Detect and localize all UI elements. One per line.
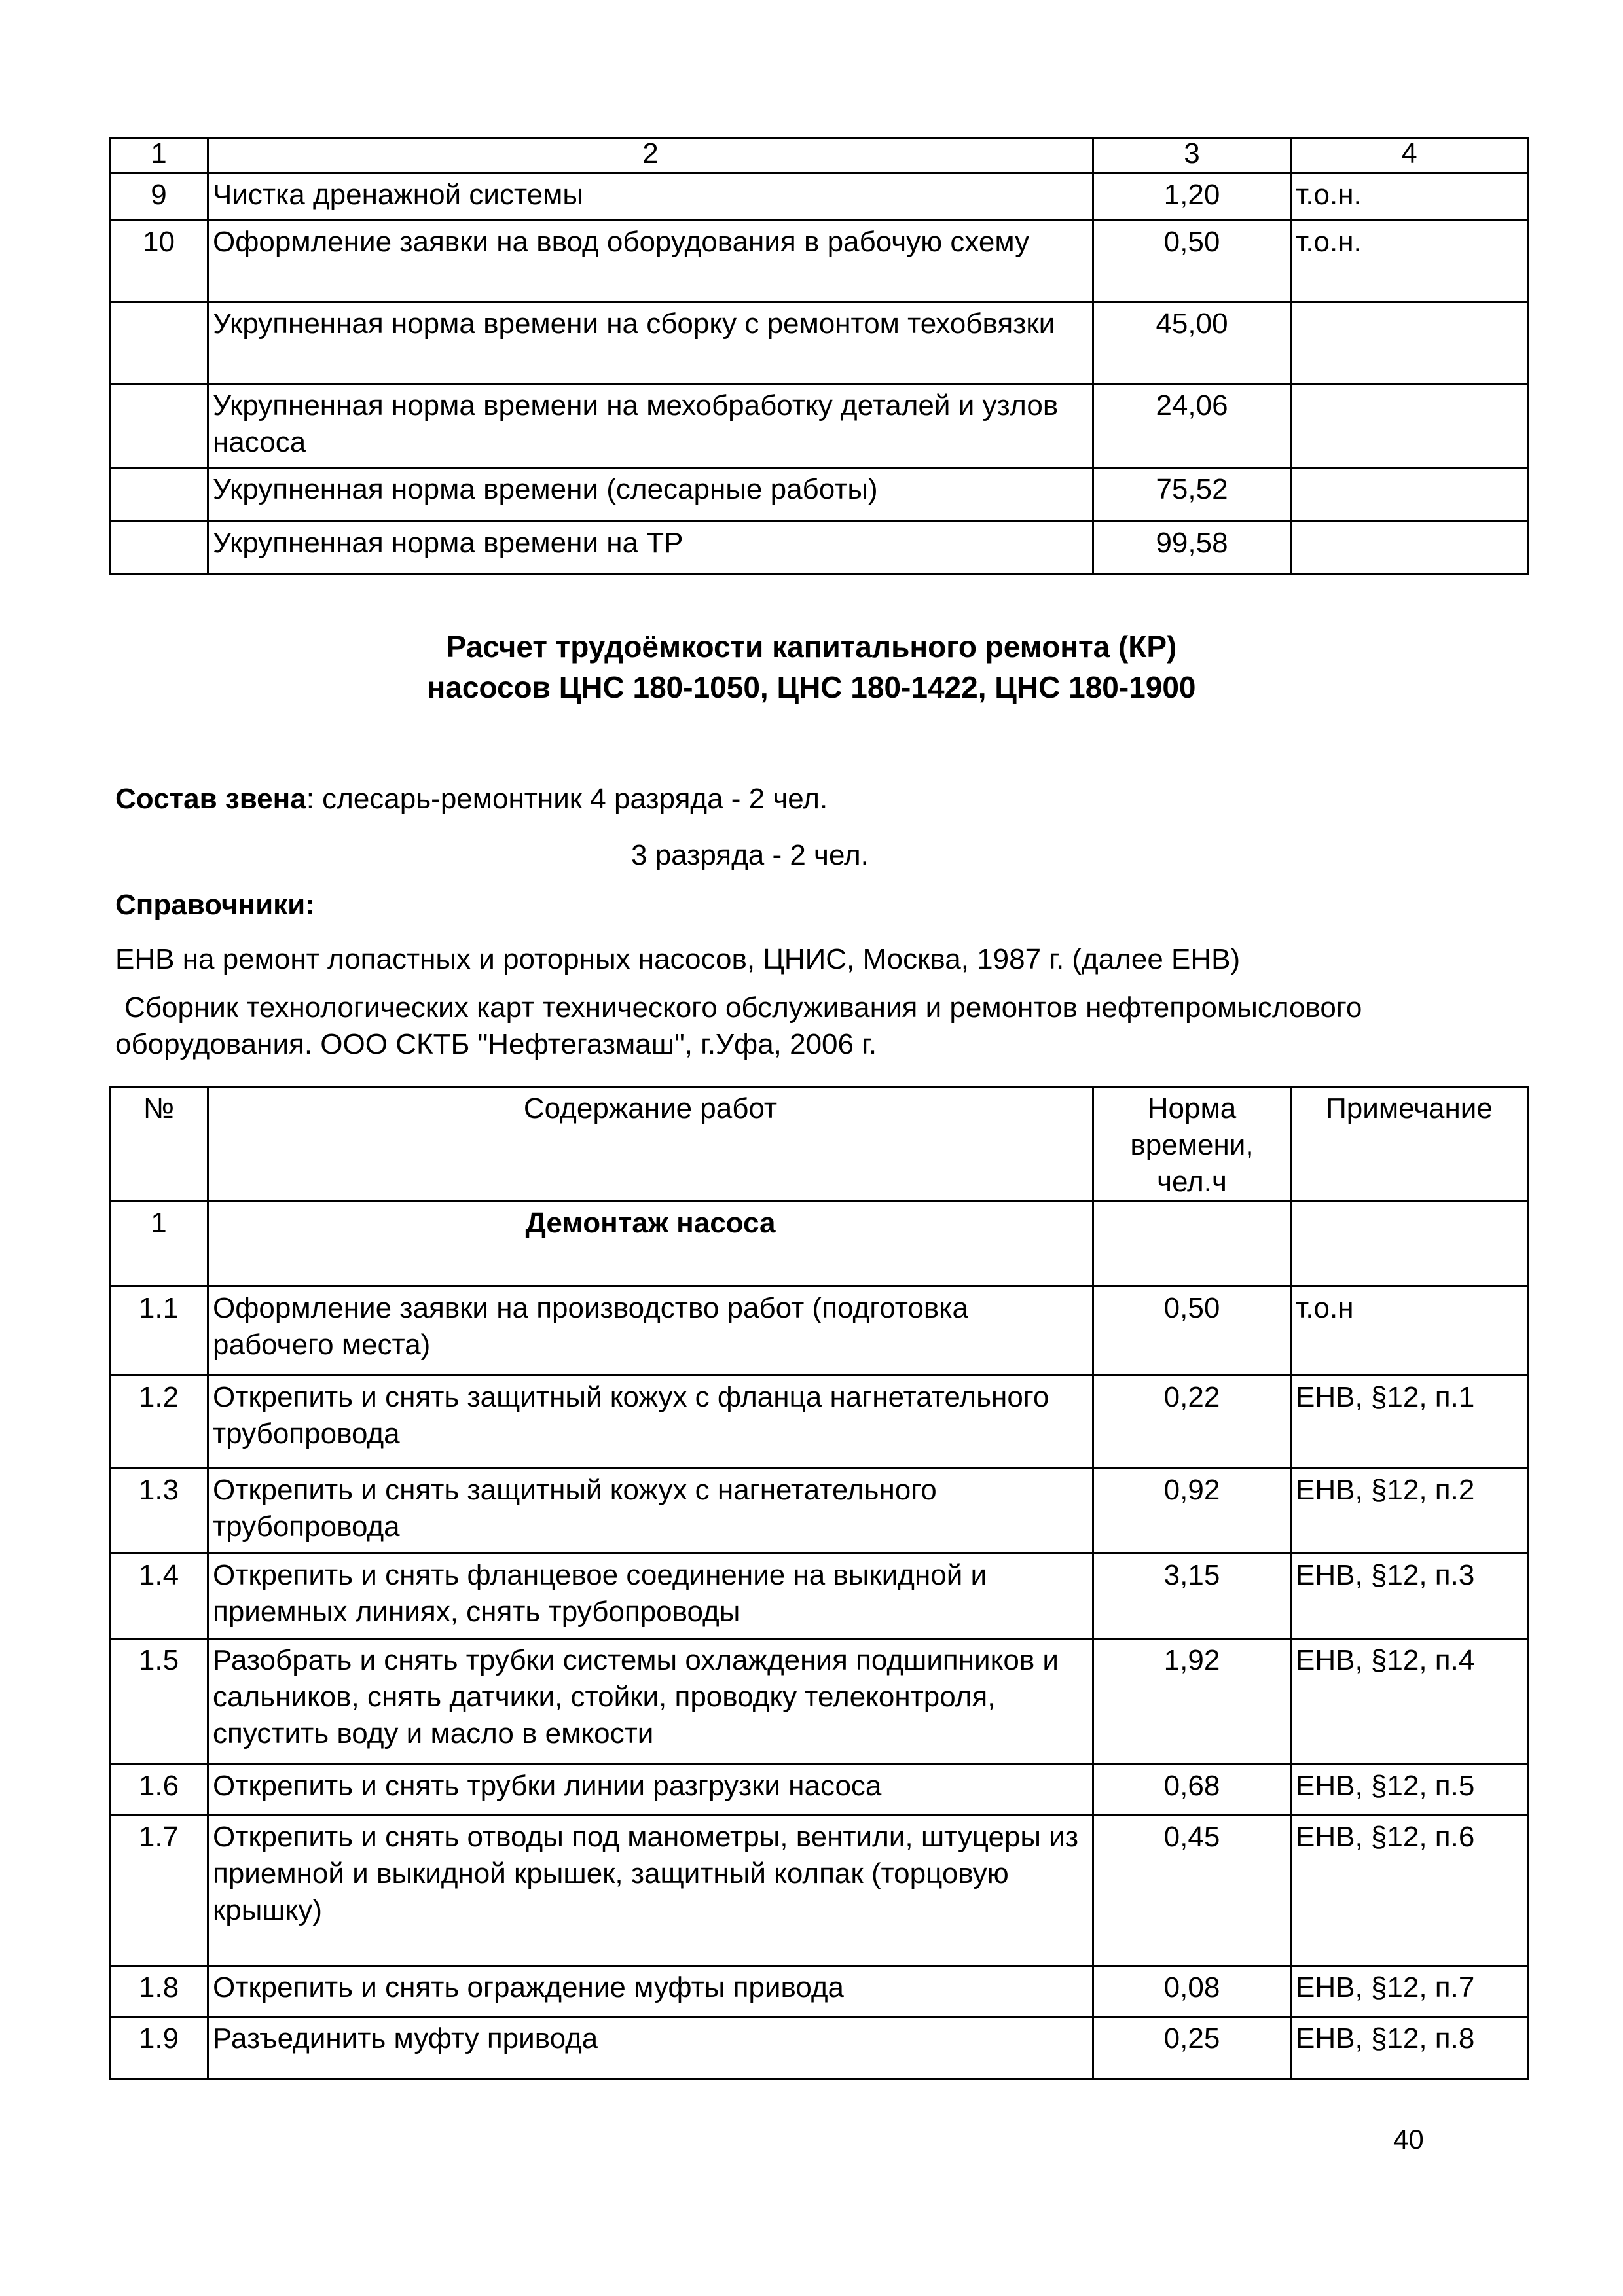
row-note: ЕНВ, §12, п.8 [1291, 2017, 1528, 2079]
row-note: ЕНВ, §12, п.6 [1291, 1816, 1528, 1966]
crew-label: Состав звена [115, 783, 306, 815]
row-text: Открепить и снять защитный кожух с нагнетательного трубопровода [208, 1469, 1093, 1554]
row-text: Оформление заявки на производство работ (подготовка рабочего места) [208, 1287, 1093, 1376]
row-norm: 0,50 [1093, 221, 1291, 302]
crew-line [115, 781, 828, 817]
header-note: Примечание [1291, 1087, 1528, 1202]
empty-cell [1093, 1202, 1291, 1287]
row-norm: 1,92 [1093, 1639, 1291, 1765]
row-norm: 0,45 [1093, 1816, 1291, 1966]
row-note: ЕНВ, §12, п.1 [1291, 1376, 1528, 1469]
row-note: ЕНВ, §12, п.7 [1291, 1966, 1528, 2017]
table-row [110, 1469, 1528, 1554]
header-norm: Норма времени, чел.ч [1093, 1087, 1291, 1202]
section-row [110, 1202, 1528, 1287]
row-num: 1.7 [110, 1816, 208, 1966]
table-row [110, 1639, 1528, 1765]
table-row [110, 2017, 1528, 2079]
table-row [110, 1376, 1528, 1469]
table-row [110, 302, 1528, 384]
row-text: Открепить и снять отводы под манометры, вентили, штуцеры из приемной и выкидной крышек, защитный колпак (торцовую крышку) [208, 1816, 1093, 1966]
row-num: 10 [110, 221, 208, 302]
empty-cell [1291, 1202, 1528, 1287]
row-norm: 0,68 [1093, 1765, 1291, 1816]
table-row [110, 468, 1528, 522]
table-row [110, 522, 1528, 574]
row-num: 1.6 [110, 1765, 208, 1816]
row-note: ЕНВ, §12, п.3 [1291, 1554, 1528, 1639]
row-text: Открепить и снять ограждение муфты привода [208, 1966, 1093, 2017]
row-norm: 3,15 [1093, 1554, 1291, 1639]
row-norm: 45,00 [1093, 302, 1291, 384]
row-note: т.о.н. [1291, 221, 1528, 302]
row-num [110, 522, 208, 574]
row-norm: 0,92 [1093, 1469, 1291, 1554]
row-num: 1.4 [110, 1554, 208, 1639]
row-norm: 0,08 [1093, 1966, 1291, 2017]
row-num [110, 468, 208, 522]
row-num: 1.1 [110, 1287, 208, 1376]
row-text: Оформление заявки на ввод оборудования в рабочую схему [208, 221, 1093, 302]
table-header-row [110, 138, 1528, 173]
table-row [110, 221, 1528, 302]
col-number-2: 2 [208, 138, 1093, 173]
document-title-line1: Расчет трудоёмкости капитального ремонта (КР) [446, 630, 1177, 664]
row-note [1291, 302, 1528, 384]
row-note [1291, 384, 1528, 468]
row-note: т.о.н. [1291, 173, 1528, 221]
table-row [110, 1287, 1528, 1376]
table-header-row [110, 1087, 1528, 1202]
section-num: 1 [110, 1202, 208, 1287]
table-row [110, 1765, 1528, 1816]
row-text: Укрупненная норма времени (слесарные работы) [208, 468, 1093, 522]
row-norm: 75,52 [1093, 468, 1291, 522]
document-title-line2: насосов ЦНС 180-1050, ЦНС 180-1422, ЦНС 180-1900 [427, 670, 1196, 704]
row-norm: 0,22 [1093, 1376, 1291, 1469]
table-row [110, 384, 1528, 468]
row-norm: 99,58 [1093, 522, 1291, 574]
row-note [1291, 468, 1528, 522]
row-num: 1.3 [110, 1469, 208, 1554]
row-num [110, 302, 208, 384]
row-num: 1.9 [110, 2017, 208, 2079]
row-text: Укрупненная норма времени на сборку с ремонтом техобвязки [208, 302, 1093, 384]
row-note: т.о.н [1291, 1287, 1528, 1376]
crew-text: : слесарь-ремонтник 4 разряда - 2 чел. [306, 783, 828, 815]
row-text: Открепить и снять трубки линии разгрузки насоса [208, 1765, 1093, 1816]
top-table [109, 137, 1529, 575]
row-num: 1.2 [110, 1376, 208, 1469]
row-text: Разобрать и снять трубки системы охлаждения подшипников и сальников, снять датчики, стойки, проводку телеконтроля, спустить воду и масло в емкости [208, 1639, 1093, 1765]
main-table [109, 1086, 1529, 2080]
row-num: 1.8 [110, 1966, 208, 2017]
refs-label: Справочники: [115, 889, 315, 921]
ref-2-line2: оборудования. ООО СКТБ "Нефтегазмаш", г.Уфа, 2006 г. [115, 1028, 877, 1060]
row-num [110, 384, 208, 468]
row-num: 9 [110, 173, 208, 221]
ref-2-line1: Сборник технологических карт технического обслуживания и ремонтов нефтепромыслового [124, 992, 1362, 1024]
row-text: Укрупненная норма времени на мехобработку деталей и узлов насоса [208, 384, 1093, 468]
row-text: Разъединить муфту привода [208, 2017, 1093, 2079]
col-number-1: 1 [110, 138, 208, 173]
row-text: Открепить и снять фланцевое соединение на выкидной и приемных линиях, снять трубопроводы [208, 1554, 1093, 1639]
crew-line2: 3 разряда - 2 чел. [631, 839, 869, 871]
row-text: Открепить и снять защитный кожух с фланца нагнетательного трубопровода [208, 1376, 1093, 1469]
row-norm: 0,50 [1093, 1287, 1291, 1376]
row-norm: 24,06 [1093, 384, 1291, 468]
row-note [1291, 522, 1528, 574]
row-note: ЕНВ, §12, п.4 [1291, 1639, 1528, 1765]
row-text: Укрупненная норма времени на ТР [208, 522, 1093, 574]
table-row [110, 173, 1528, 221]
row-norm: 1,20 [1093, 173, 1291, 221]
page-number: 40 [1393, 2124, 1424, 2155]
table-row [110, 1554, 1528, 1639]
col-number-4: 4 [1291, 138, 1528, 173]
col-number-3: 3 [1093, 138, 1291, 173]
row-num: 1.5 [110, 1639, 208, 1765]
ref-1: ЕНВ на ремонт лопастных и роторных насосов, ЦНИС, Москва, 1987 г. (далее ЕНВ) [115, 943, 1241, 975]
row-norm: 0,25 [1093, 2017, 1291, 2079]
header-num: № [110, 1087, 208, 1202]
table-row [110, 1816, 1528, 1966]
table-row [110, 1966, 1528, 2017]
section-title: Демонтаж насоса [208, 1202, 1093, 1287]
row-note: ЕНВ, §12, п.2 [1291, 1469, 1528, 1554]
row-note: ЕНВ, §12, п.5 [1291, 1765, 1528, 1816]
header-content: Содержание работ [208, 1087, 1093, 1202]
row-text: Чистка дренажной системы [208, 173, 1093, 221]
